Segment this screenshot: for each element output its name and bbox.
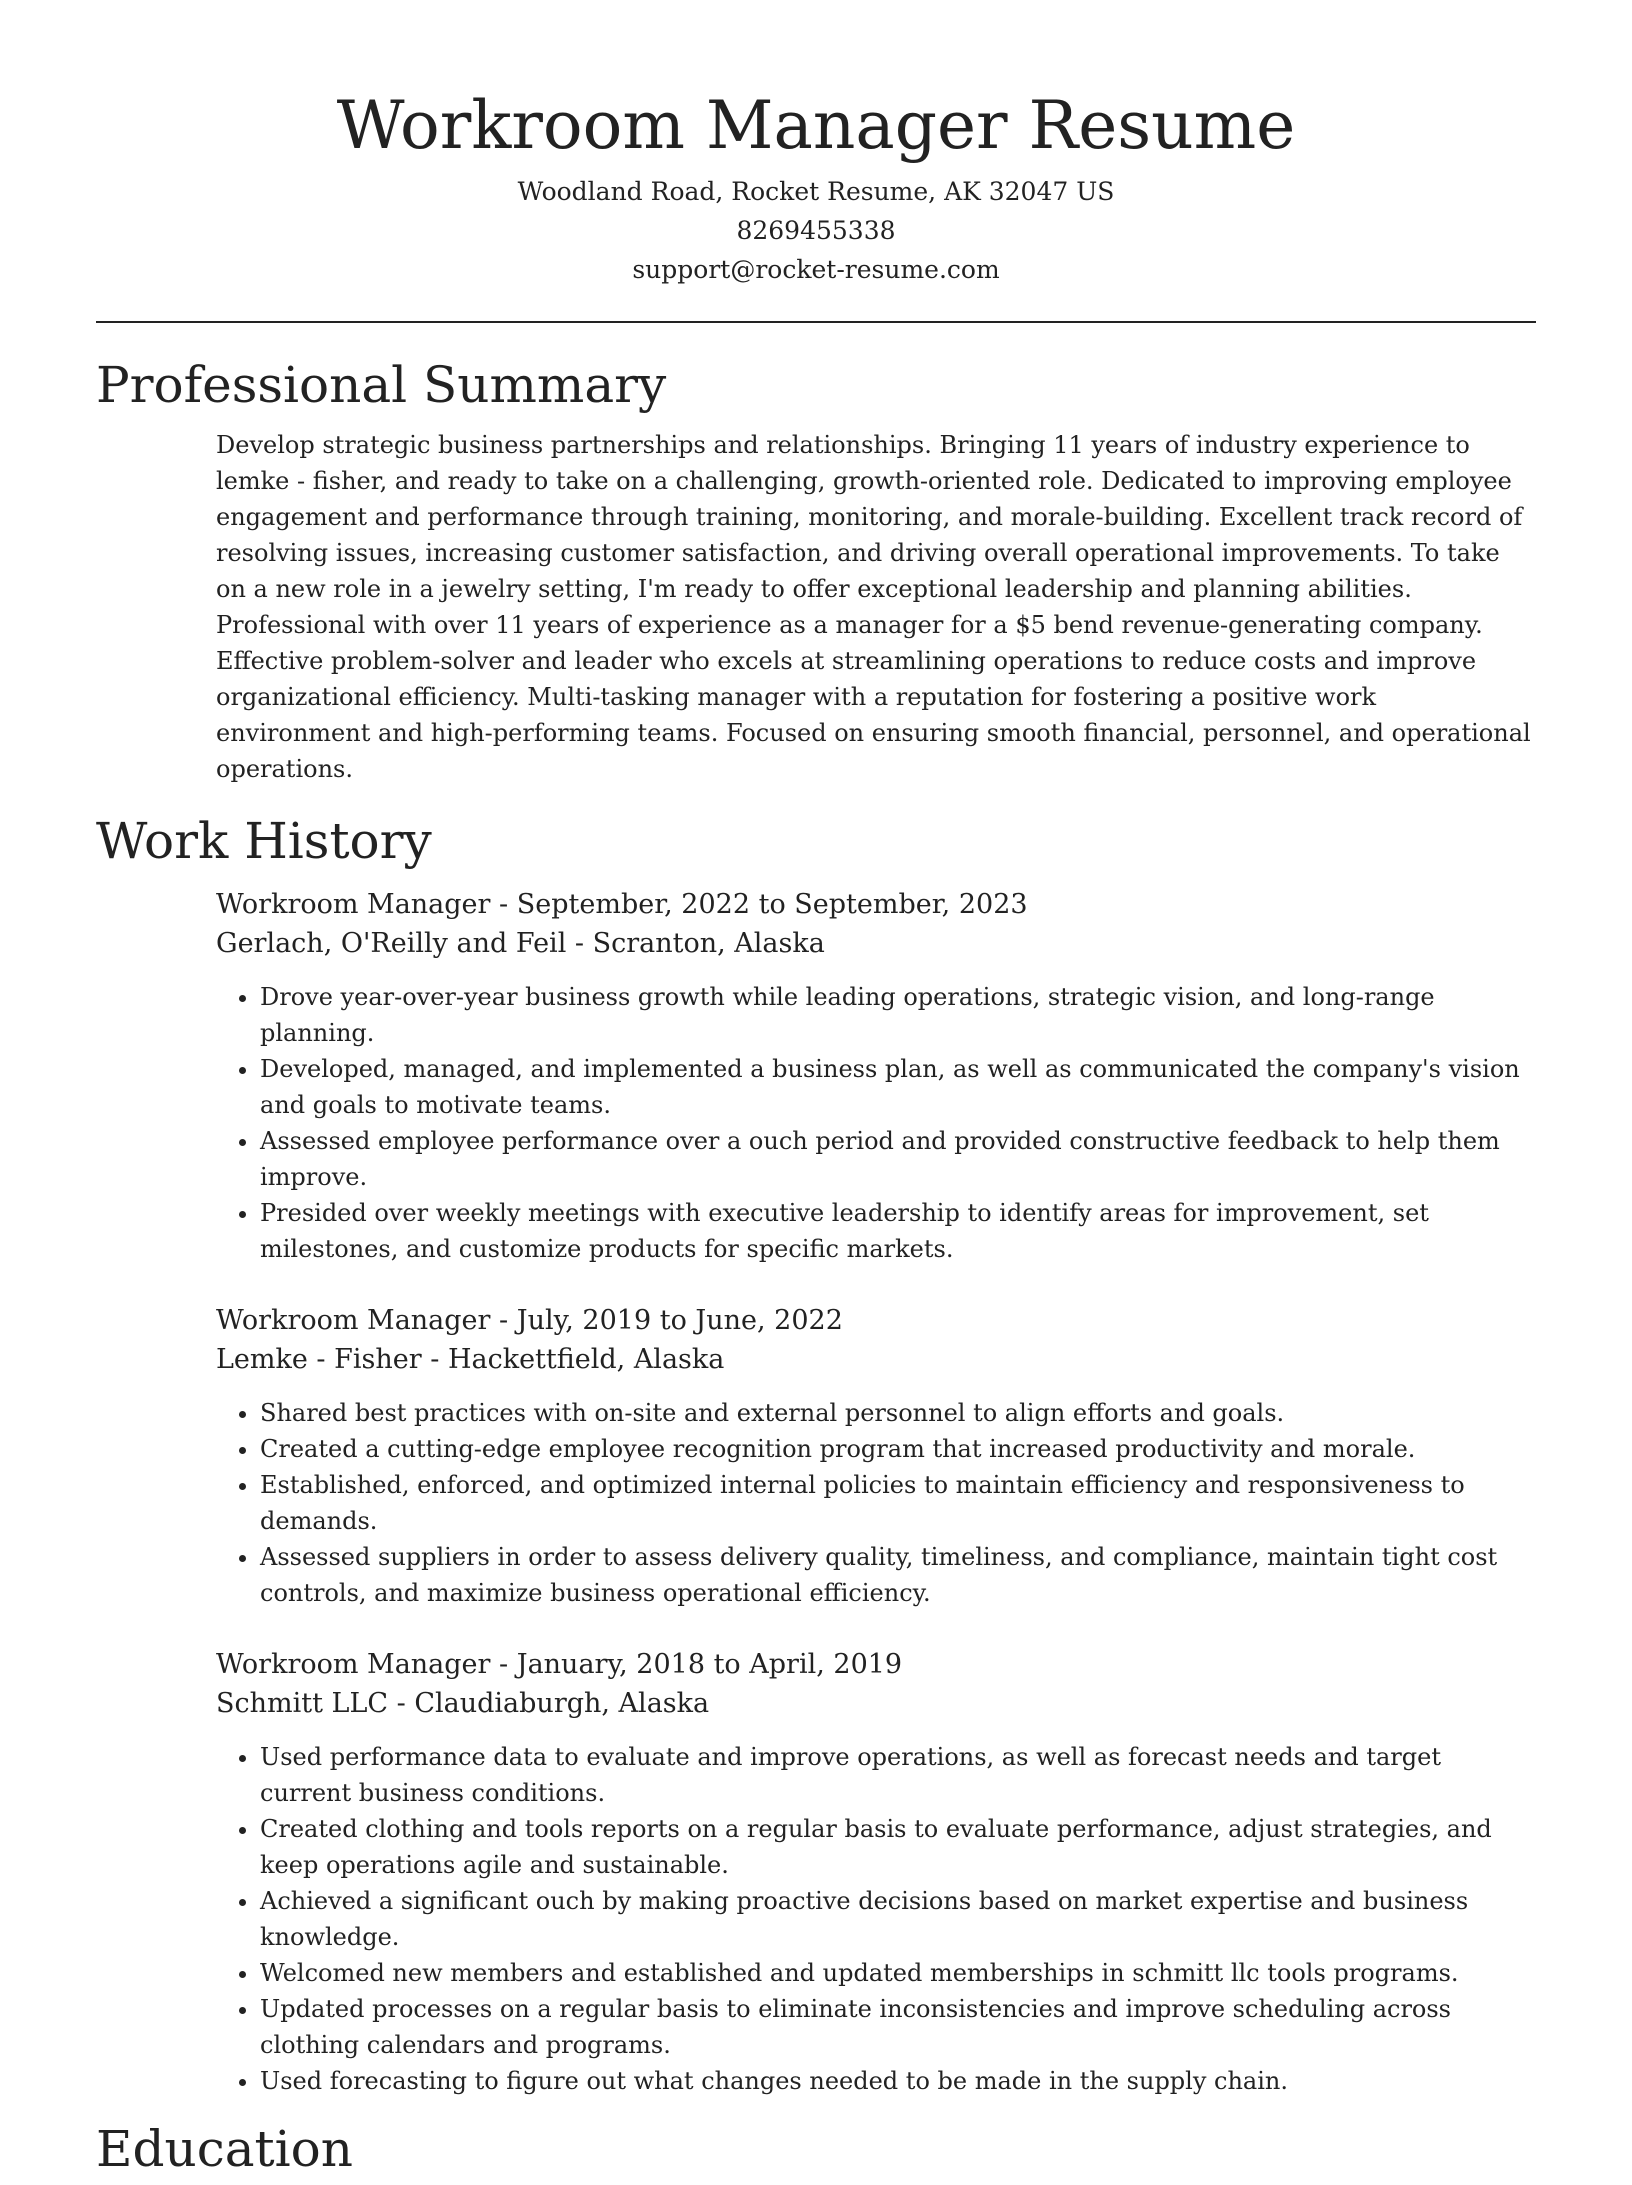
job-bullet-list [216,1739,1536,2099]
job-bullet: • Updated processes on a regular basis to eliminate inconsistencies and improve scheduling across clothing calendars and programs. [260,1991,1536,2063]
job-company: Lemke - Fisher [216,1344,422,1375]
job-separator: - [566,928,593,959]
job-company-line [216,1684,1536,1723]
job-entry [216,885,1536,1267]
job-list [216,885,1536,2099]
work-history-heading: Work History [96,812,432,870]
job-bullet: • Established, enforced, and optimized internal policies to maintain efficiency and responsiveness to demands. [260,1467,1536,1539]
job-dates: July, 2019 to June, 2022 [516,1305,843,1336]
job-bullet: • Used performance data to evaluate and improve operations, as well as forecast needs and target current business conditions. [260,1739,1536,1811]
education-section [96,2113,1536,2185]
contact-email: support@rocket-resume.com [632,255,1000,284]
job-bullet: • Assessed suppliers in order to assess delivery quality, timeliness, and compliance, maintain tight cost controls, and maximize business operational efficiency. [260,1539,1536,1611]
contact-phone: 8269455338 [736,216,896,245]
job-role: Workroom Manager [216,889,491,920]
job-location: Claudiaburgh, Alaska [414,1688,710,1719]
contact-block [96,172,1536,289]
job-bullet: • Used forecasting to figure out what changes needed to be made in the supply chain. [260,2063,1536,2099]
summary-heading: Professional Summary [96,356,667,414]
job-role: Workroom Manager [216,1305,491,1336]
job-title-line [216,1645,1536,1684]
job-bullet: • Created clothing and tools reports on a regular basis to evaluate performance, adjust strategies, and keep operations agile and sustainable. [260,1811,1536,1883]
job-company: Gerlach, O'Reilly and Feil [216,928,567,959]
job-company: Schmitt LLC [216,1688,389,1719]
job-dates: January, 2018 to April, 2019 [516,1649,903,1680]
job-company-line [216,924,1536,963]
job-bullet: • Assessed employee performance over a ouch period and provided constructive feedback to help them improve. [260,1123,1536,1195]
job-separator: - [421,1344,448,1375]
job-bullet: • Created a cutting-edge employee recognition program that increased productivity and morale. [260,1431,1536,1467]
job-entry [216,1301,1536,1611]
job-role: Workroom Manager [216,1649,491,1680]
job-bullet: • Achieved a significant ouch by making proactive decisions based on market expertise and business knowledge. [260,1883,1536,1955]
job-bullet-list [216,979,1536,1267]
job-bullet: • Welcomed new members and established and updated memberships in schmitt llc tools programs. [260,1955,1536,1991]
job-dates: September, 2022 to September, 2023 [516,889,1028,920]
resume-title: Workroom Manager Resume [336,87,1296,164]
job-title-line [216,885,1536,924]
resume-header [96,0,1536,289]
job-location: Hackettfield, Alaska [447,1344,725,1375]
job-company-line [216,1340,1536,1379]
job-separator: - [490,1649,517,1680]
header-divider [96,321,1536,323]
job-separator: - [490,889,517,920]
education-heading: Education [96,2120,353,2178]
summary-paragraph: Develop strategic business partnerships and relationships. Bringing 11 years of industry experience to lemke - fisher, and ready to take on a challenging, growth-oriented role. Dedicated to improving employee engagement and performance through training, monitoring, and morale-building. Excellent track record of resolving issues, increasing customer satisfaction, and driving overall operational improvements. To take on a new role in a jewelry setting, I'm ready to offer exceptional leadership and planning abilities. Professional with over 11 years of experience as a manager for a $5 bend revenue-generating company. Effective problem-solver and leader who excels at streamlining operations to reduce costs and improve organizational efficiency. Multi-tasking manager with a reputation for fostering a positive work environment and high-performing teams. Focused on ensuring smooth financial, personnel, and operational operations. [216,431,1531,783]
job-bullet: • Presided over weekly meetings with executive leadership to identify areas for improvement, set milestones, and customize products for specific markets. [260,1195,1536,1267]
job-entry [216,1645,1536,2099]
job-separator: - [388,1688,415,1719]
job-bullet: • Developed, managed, and implemented a business plan, as well as communicated the company's vision and goals to motivate teams. [260,1051,1536,1123]
summary-body [216,427,1536,787]
job-bullet: • Drove year-over-year business growth while leading operations, strategic vision, and long-range planning. [260,979,1536,1051]
summary-section [96,349,1536,787]
job-location: Scranton, Alaska [592,928,825,959]
job-title-line [216,1301,1536,1340]
contact-address: Woodland Road, Rocket Resume, AK 32047 US [517,177,1115,206]
job-bullet-list [216,1395,1536,1611]
job-separator: - [490,1305,517,1336]
work-history-section [96,805,1536,2099]
job-bullet: • Shared best practices with on-site and external personnel to align efforts and goals. [260,1395,1536,1431]
